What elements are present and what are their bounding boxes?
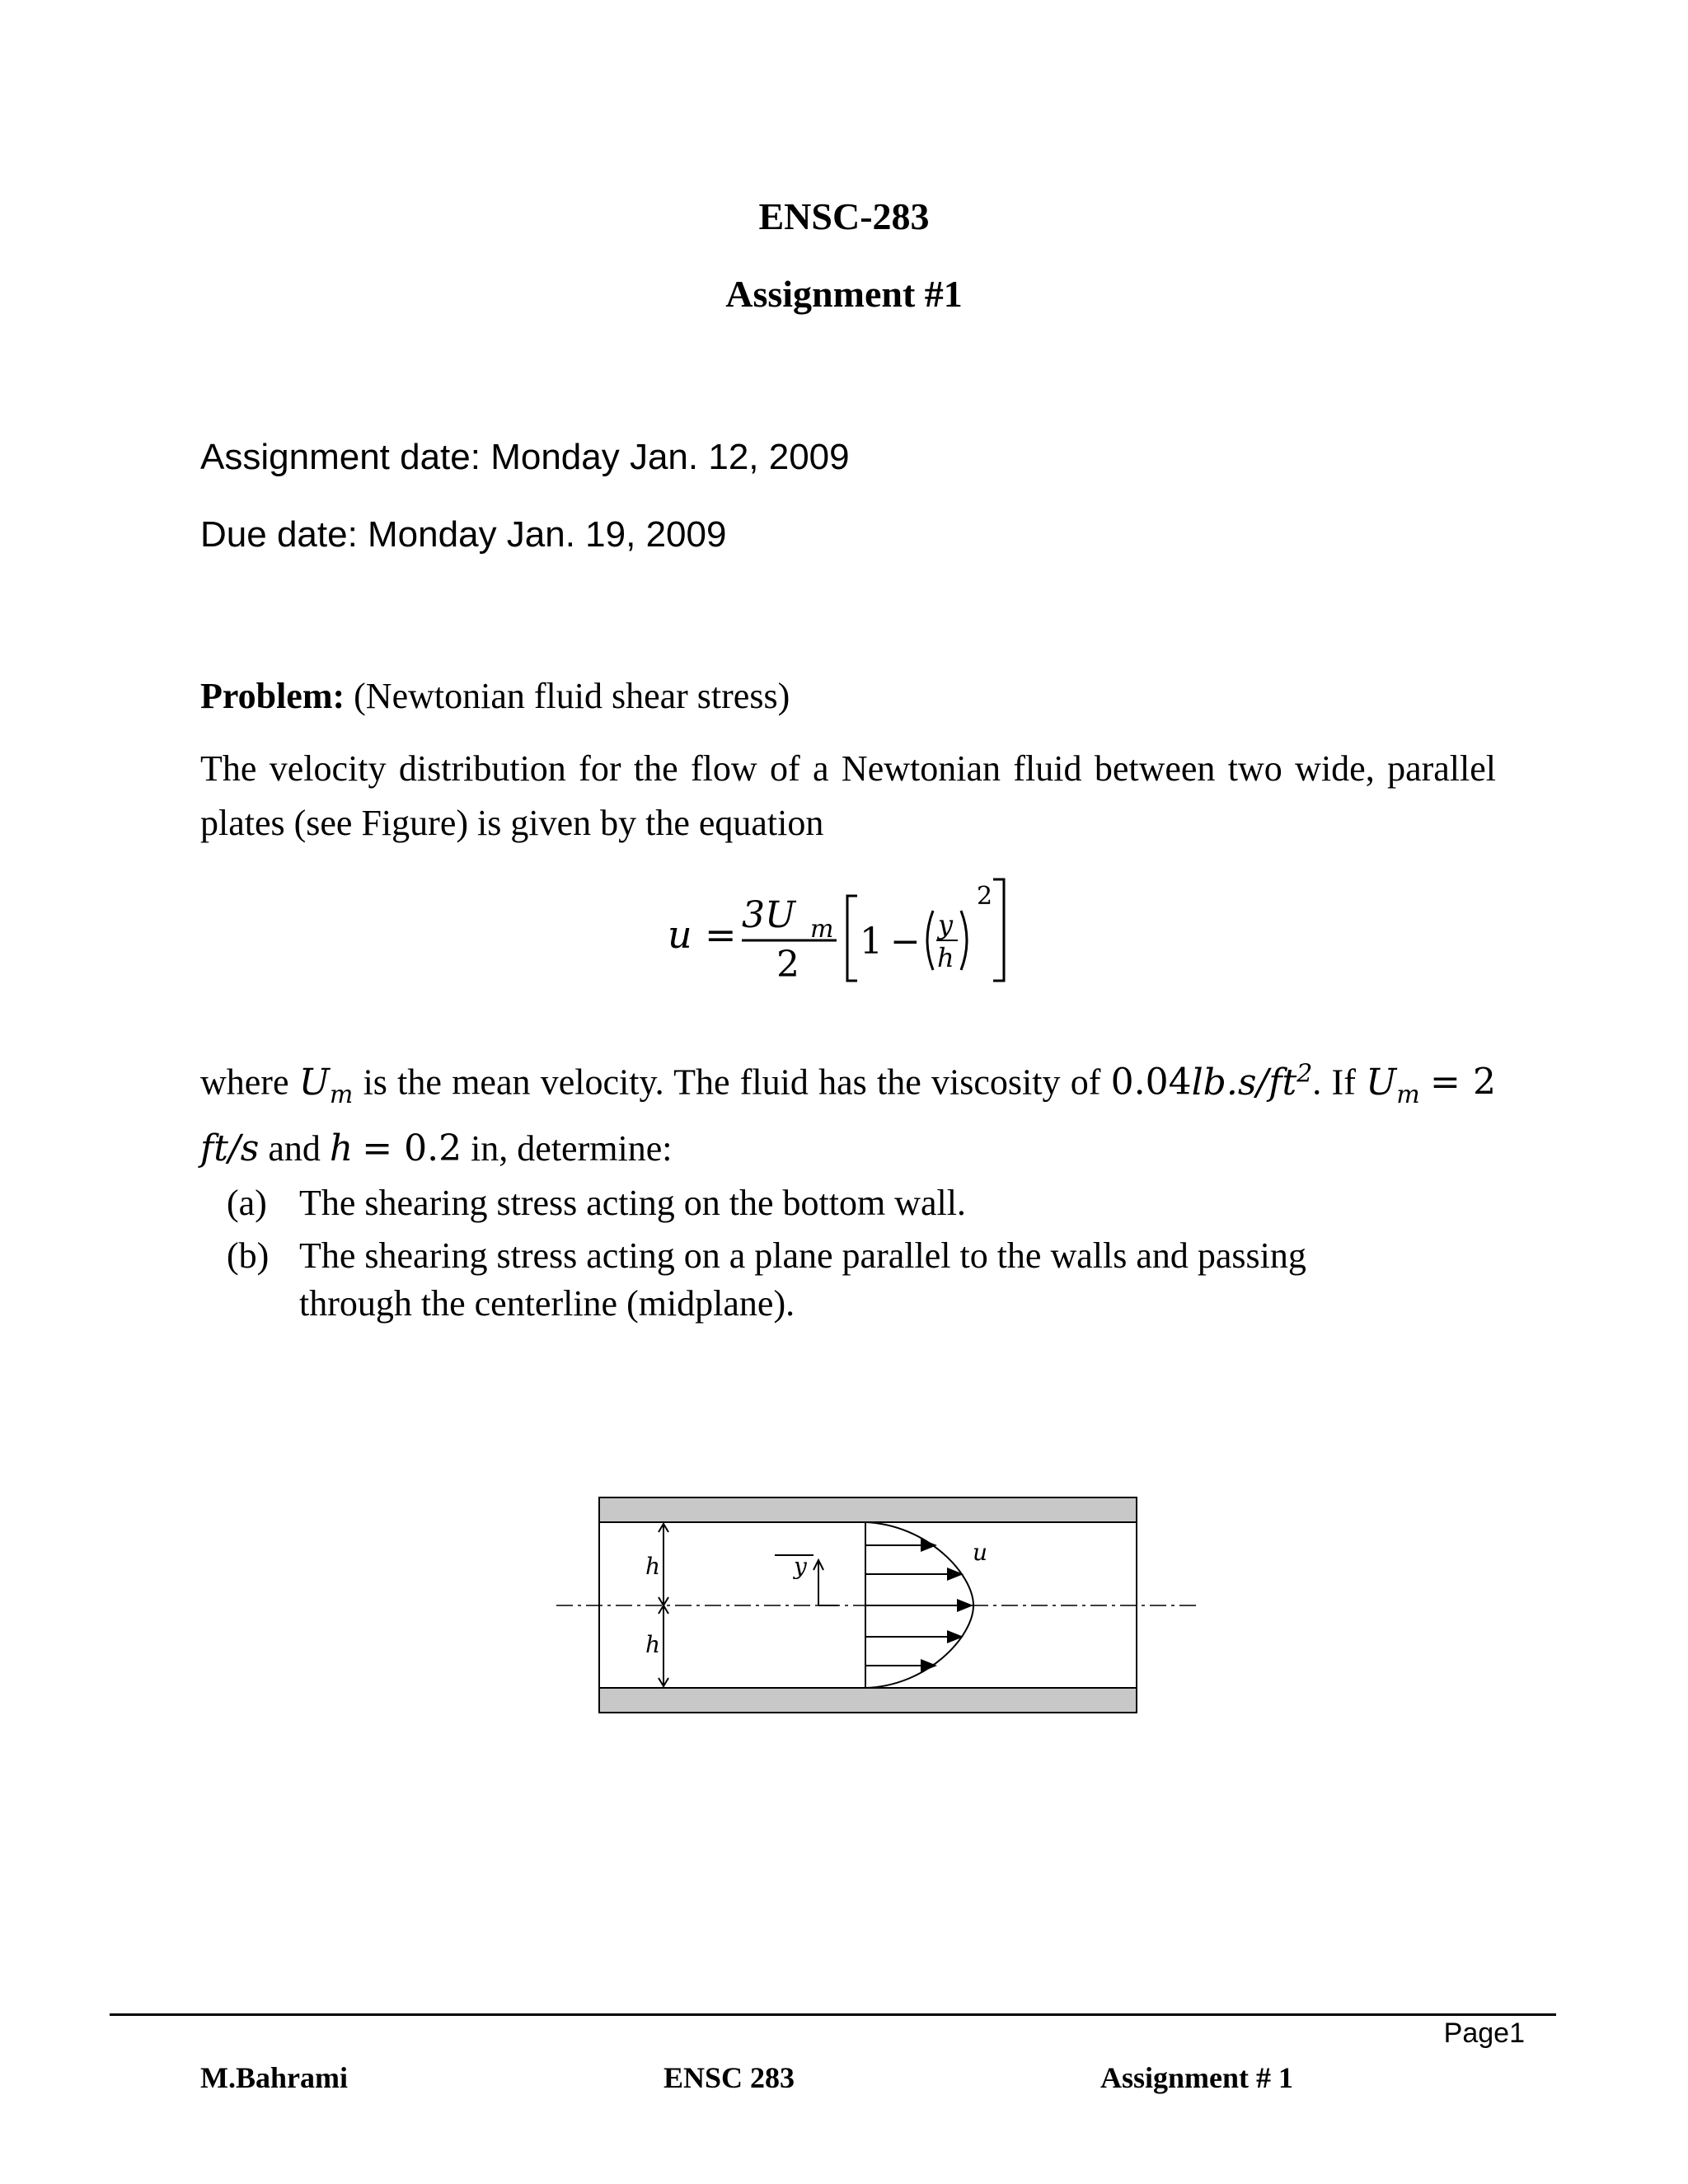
- page-number: Page1: [1443, 2018, 1525, 2049]
- var-um-2-sub: m: [1396, 1080, 1420, 1109]
- eq-right-bracket: [993, 879, 1004, 981]
- eq-left-paren: [927, 911, 933, 970]
- where-text-3: . If: [1312, 1062, 1356, 1103]
- label-h-bottom: h: [645, 1631, 661, 1658]
- viscosity-value: 0.04: [1110, 1061, 1192, 1104]
- top-plate: [599, 1497, 1137, 1522]
- h-var: h: [329, 1127, 354, 1170]
- eq-right-paren: [961, 911, 967, 970]
- eq-lhs: u: [668, 912, 692, 957]
- problem-label: Problem:: [200, 676, 345, 716]
- intro-paragraph: The velocity distribution for the flow of a Newtonian fluid between two wide, parallel plates (see Figure) is given by the equation: [200, 748, 1496, 843]
- viscosity-unit: [1191, 1059, 1313, 1104]
- where-text-5: in, determine:: [471, 1128, 673, 1169]
- eq-frac-den: h: [937, 942, 954, 973]
- eq-numerator-sub: m: [810, 915, 834, 944]
- where-text-2: is the mean velocity. The fluid has the viscosity of: [363, 1062, 1101, 1103]
- bottom-plate: [599, 1688, 1137, 1713]
- um-value: = 2: [1429, 1061, 1497, 1104]
- part-b: [227, 1230, 1496, 1282]
- eq-equals: =: [705, 912, 737, 957]
- label-u: u: [973, 1539, 988, 1566]
- where-text-4: and: [268, 1128, 321, 1169]
- assignment-title: Assignment #1: [725, 273, 963, 315]
- footer-divider: [110, 2013, 1556, 2016]
- due-date: Due date: Monday Jan. 19, 2009: [200, 514, 727, 555]
- eq-one: 1: [860, 921, 883, 963]
- var-um: [298, 1061, 354, 1109]
- problem-heading: [200, 669, 1496, 724]
- problem-topic: (Newtonian fluid shear stress): [354, 676, 790, 716]
- assignment-date: Assignment date: Monday Jan. 12, 2009: [200, 437, 850, 477]
- part-b-label: (b): [227, 1235, 270, 1276]
- label-y: y: [794, 1553, 807, 1580]
- um-unit: ft/s: [200, 1127, 260, 1170]
- viscosity-unit-base: lb.s/ft: [1191, 1061, 1297, 1104]
- part-b-continuation: through the centerline (midplane).: [299, 1283, 795, 1324]
- viscosity-exp: 2: [1296, 1059, 1313, 1088]
- eq-frac-num: y: [938, 909, 954, 940]
- h-value: = 0.2: [362, 1127, 462, 1170]
- eq-minus: −: [890, 921, 921, 963]
- var-um-2: [1366, 1061, 1420, 1109]
- eq-left-bracket: [847, 896, 857, 981]
- eq-exponent: 2: [977, 882, 993, 911]
- footer-assignment: Assignment # 1: [1100, 2061, 1294, 2094]
- parallel-plates-figure: [556, 1496, 1199, 1731]
- footer-author: M.Bahrami: [200, 2061, 348, 2094]
- var-um-base: U: [298, 1061, 330, 1104]
- part-a-label: (a): [227, 1183, 267, 1223]
- course-title: ENSC-283: [758, 195, 930, 237]
- label-h-top: h: [645, 1553, 661, 1580]
- where-text: where: [200, 1062, 289, 1103]
- eq-numerator: 3U: [742, 894, 796, 936]
- part-b-text: The shearing stress acting on a plane parallel to the walls and passing: [299, 1235, 1306, 1276]
- part-a-text: The shearing stress acting on the bottom wall.: [299, 1183, 966, 1223]
- velocity-equation: [659, 861, 1039, 993]
- footer-course: ENSC 283: [663, 2061, 795, 2094]
- part-a: [227, 1177, 1496, 1230]
- eq-denominator: 2: [776, 944, 799, 986]
- var-um-2-base: U: [1366, 1061, 1397, 1104]
- var-um-sub: m: [329, 1080, 354, 1109]
- where-paragraph: [200, 1047, 1496, 1176]
